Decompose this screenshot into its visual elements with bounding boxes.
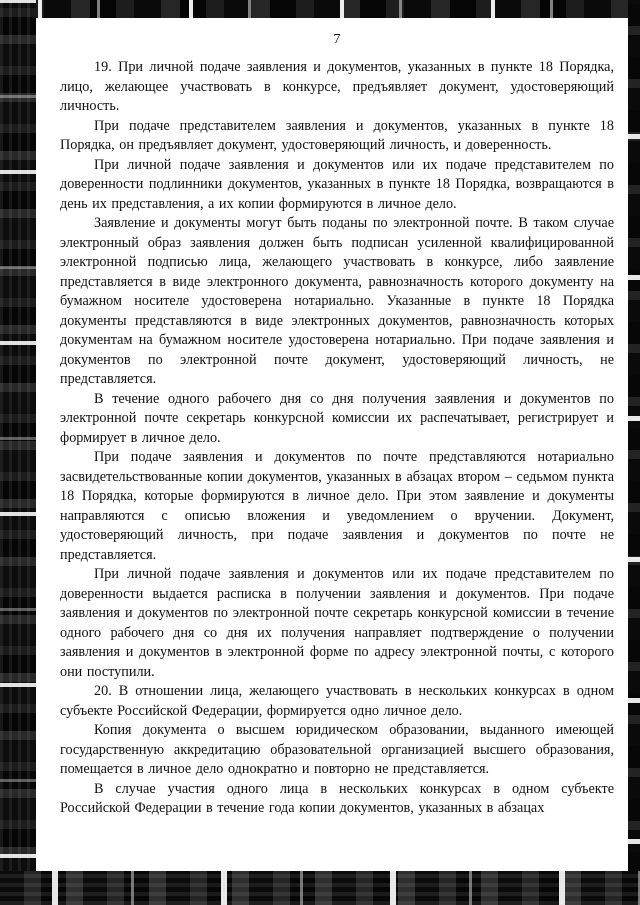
scan-artifact-bottom [0, 871, 640, 905]
paragraph-receipt-confirmation: При личной подаче заявления и документов или их подаче представителем по доверенности выдается расписка в получении заявления и документов. При подаче заявления и документов по электронной почте секретарь конкурсной комиссии в течение одного рабочего дня со дня их получения направляет подтверждение о получении заявления и документов в электронной форме по адресу электронной почты, с которого они поступили. [60, 566, 614, 680]
page-number: 7 [333, 32, 341, 47]
paragraph-electronic-submission: Заявление и документы могут быть поданы по электронной почте. В таком случае электронный образ заявления должен быть подписан усиленной квалифицированной электронной подписью лица, желающего участвовать в конкурсе, либо заявление представляется в виде электронного документа, равнозначность которого документу на бумажном носителе удостоверена нотариально. Указанные в пункте 18 Порядка документы представляются в виде электронных документов, равнозначность которых документам на бумажном носителе удостоверена нотариально. При подаче заявления и документов по электронной почте документ, удостоверяющий личность, не представляется. [60, 215, 614, 387]
paragraph-originals-returned: При личной подаче заявления и документов или их подаче представителем по доверенности подлинники документов, указанных в пункте 18 Порядка, возвращаются в день их представления, а их копии формируются в личное дело. [60, 156, 614, 212]
scan-artifact-top [0, 0, 640, 18]
paragraph-secretary-processing: В течение одного рабочего дня со дня получения заявления и документов по электронной почте секретарь конкурсной комиссии их распечатывает, регистрирует и формирует в личное дело. [60, 390, 614, 446]
scan-artifact-right [628, 0, 640, 905]
paragraph-postal-submission: При подаче заявления и документов по почте представляются нотариально засвидетельствованные копии документов, указанных в абзацах втором – седьмом пункта 18 Порядка, которые формируются в личное дело. При этом заявление и документы направляются с описью вложения и уведомлением о вручении. Документ, удостоверяющий личность, при подаче заявления и документов по почте не представляется. [60, 449, 614, 563]
paragraph-representative-submission: При подаче представителем заявления и документов, указанных в пункте 18 Порядка, он предъявляет документ, удостоверяющий личность, и доверенность. [60, 117, 614, 153]
paragraph-education-document-copy: Копия документа о высшем юридическом образовании, выданного имеющей государственную аккредитацию образовательной организацией высшего образования, помещается в личное дело однократно и повторно не представляется. [60, 722, 614, 777]
paragraph-multiple-contests: В случае участия одного лица в нескольких конкурсах в одном субъекте Российской Федерации в течение года копии документов, указанных в абзацах [60, 780, 614, 816]
paragraph-20-single-file: 20. В отношении лица, желающего участвовать в нескольких конкурсах в одном субъекте Российской Федерации, формируется одно личное дело. [60, 683, 614, 719]
paragraph-19-personal-submission: 19. При личной подаче заявления и документов, указанных в пункте 18 Порядка, лицо, желающее участвовать в конкурсе, предъявляет документ, удостоверяющий личность. [60, 59, 614, 114]
document-page [36, 18, 628, 871]
scan-artifact-left [0, 0, 36, 905]
